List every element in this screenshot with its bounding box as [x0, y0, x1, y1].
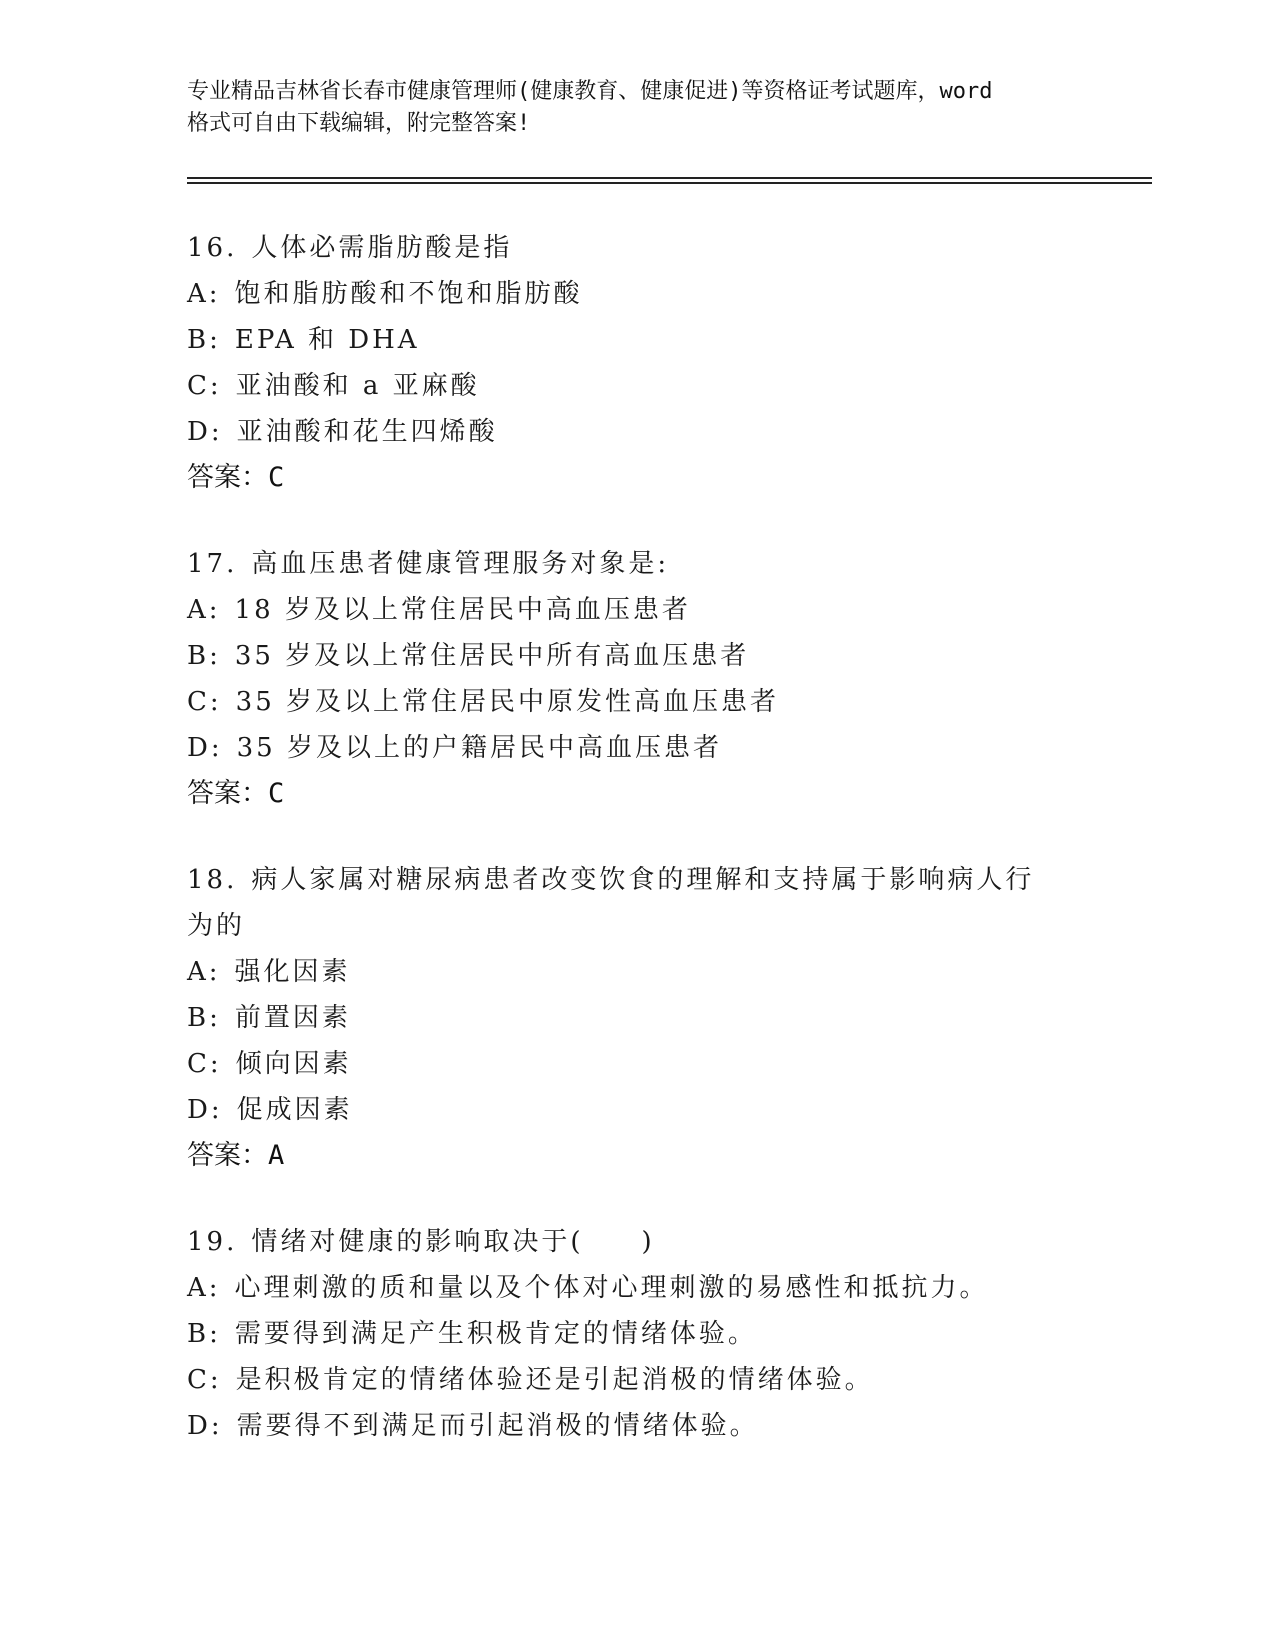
question-number: 17. [187, 549, 238, 579]
question-text: 病人家属对糖尿病患者改变饮食的理解和支持属于影响病人行为的 [187, 865, 1035, 941]
option-b: B: 需要得到满足产生积极肯定的情绪体验。 [187, 1319, 757, 1349]
question-16 [187, 225, 1067, 501]
question-stem [187, 225, 1067, 271]
question-text: 人体必需脂肪酸是指 [251, 233, 513, 263]
option-a: A: 18 岁及以上常住居民中高血压患者 [187, 595, 691, 625]
option-a: A: 饱和脂肪酸和不饱和脂肪酸 [187, 279, 583, 309]
question-stem [187, 857, 1047, 949]
question-18 [187, 857, 1047, 1179]
option-b: B: 35 岁及以上常住居民中所有高血压患者 [187, 641, 750, 671]
question-number: 19. [187, 1227, 238, 1257]
question-text: 情绪对健康的影响取决于( ) [251, 1227, 655, 1257]
answer-line [187, 771, 1067, 817]
option-d: D: 促成因素 [187, 1095, 353, 1125]
answer-label: 答案： [187, 462, 268, 493]
question-17 [187, 541, 1067, 817]
answer-label: 答案： [187, 1140, 268, 1171]
answer-value: C [268, 778, 285, 809]
question-number: 18. [187, 865, 238, 895]
option-d: D: 35 岁及以上的户籍居民中高血压患者 [187, 733, 722, 763]
document-header [187, 76, 1087, 140]
header-divider-top [187, 177, 1152, 179]
answer-label: 答案： [187, 778, 268, 809]
option-d: D: 需要得不到满足而引起消极的情绪体验。 [187, 1411, 759, 1441]
answer-value: C [268, 462, 285, 493]
answer-line [187, 1133, 1047, 1179]
question-number: 16. [187, 233, 238, 263]
option-d: D: 亚油酸和花生四烯酸 [187, 417, 498, 447]
answer-line [187, 455, 1067, 501]
question-stem [187, 1219, 1067, 1265]
question-stem [187, 541, 1067, 587]
option-a: A: 强化因素 [187, 957, 351, 987]
option-c: C: 倾向因素 [187, 1049, 352, 1079]
option-a: A: 心理刺激的质和量以及个体对心理刺激的易感性和抵抗力。 [187, 1273, 989, 1303]
question-19 [187, 1219, 1067, 1449]
header-line-2: 格式可自由下载编辑，附完整答案! [187, 111, 531, 136]
answer-value: A [268, 1140, 285, 1171]
header-divider-bottom [187, 182, 1152, 184]
header-line-1: 专业精品吉林省长春市健康管理师(健康教育、健康促进)等资格证考试题库，word [187, 79, 993, 104]
option-b: B: EPA 和 DHA [187, 325, 420, 355]
question-text: 高血压患者健康管理服务对象是: [251, 549, 670, 579]
option-b: B: 前置因素 [187, 1003, 351, 1033]
option-c: C: 亚油酸和 a 亚麻酸 [187, 371, 480, 401]
option-c: C: 35 岁及以上常住居民中原发性高血压患者 [187, 687, 780, 717]
option-c: C: 是积极肯定的情绪体验还是引起消极的情绪体验。 [187, 1365, 874, 1395]
